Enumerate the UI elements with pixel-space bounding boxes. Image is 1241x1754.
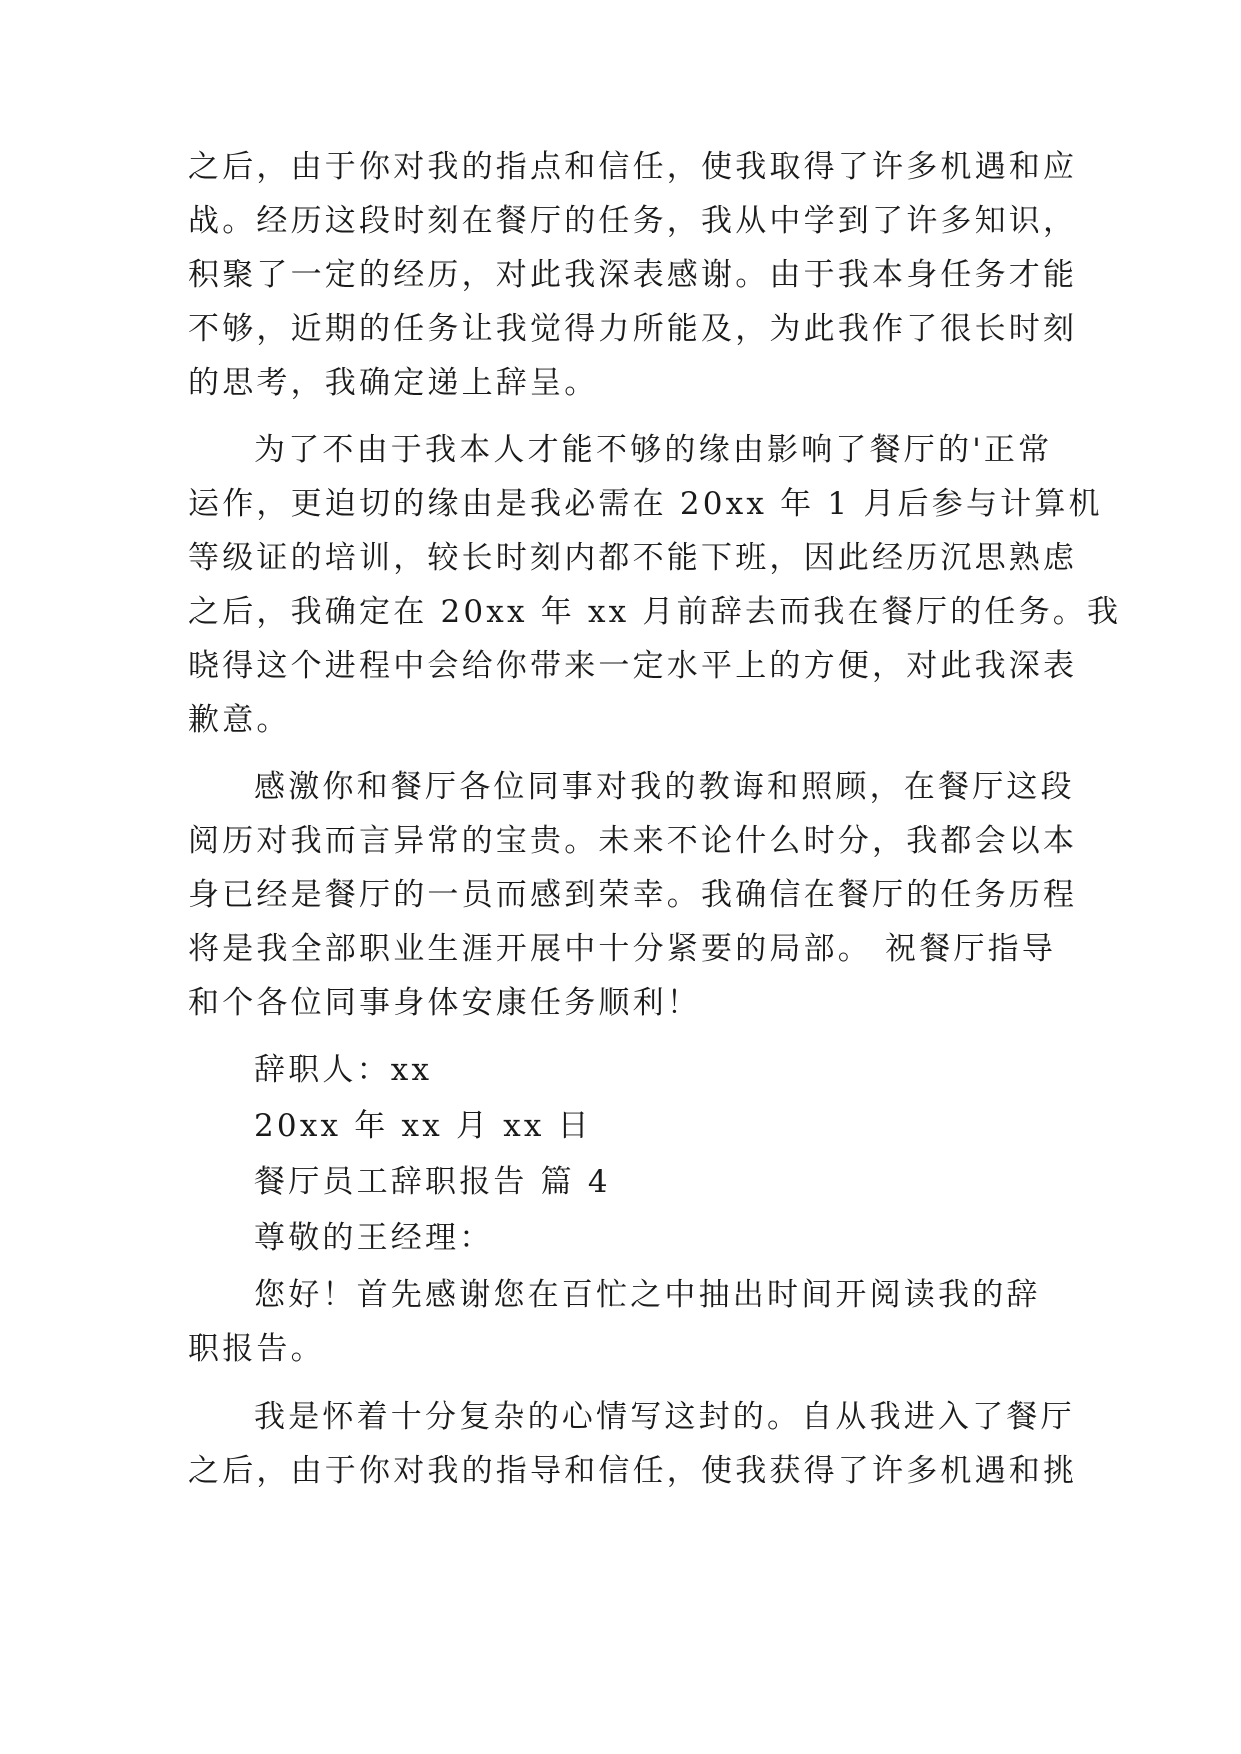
text-line: 的思考，我确定递上辞呈。 bbox=[188, 365, 599, 401]
text-line: 将是我全部职业生涯开展中十分紧要的局部。 祝餐厅指导 bbox=[188, 931, 1057, 967]
text-line: 歉意。 bbox=[188, 702, 291, 738]
text-line: 身已经是餐厅的一员而感到荣幸。我确信在餐厅的任务历程 bbox=[188, 877, 1078, 913]
text-line: 之后，由于你对我的指导和信任，使我获得了许多机遇和挑 bbox=[188, 1453, 1078, 1489]
text-line: 积聚了一定的经历，对此我深表感谢。由于我本身任务才能 bbox=[188, 257, 1078, 293]
text-line: 战。经历这段时刻在餐厅的任务，我从中学到了许多知识， bbox=[188, 203, 1078, 239]
text-line: 感激你和餐厅各位同事对我的教诲和照顾，在餐厅这段 bbox=[254, 769, 1075, 805]
text-line: 我是怀着十分复杂的心情写这封的。自从我进入了餐厅 bbox=[254, 1399, 1075, 1435]
text-line: 和个各位同事身体安康任务顺利！ bbox=[188, 985, 701, 1021]
text-line: 您好！首先感谢您在百忙之中抽出时间开阅读我的辞 bbox=[254, 1277, 1041, 1313]
signature-date: 20xx 年 xx 月 xx 日 bbox=[254, 1108, 592, 1144]
text-line: 晓得这个进程中会给你带来一定水平上的方便，对此我深表 bbox=[188, 648, 1078, 684]
text-line: 不够，近期的任务让我觉得力所能及，为此我作了很长时刻 bbox=[188, 311, 1078, 347]
signature-name: 辞职人：xx bbox=[254, 1052, 433, 1088]
text-line: 之后，我确定在 20xx 年 xx 月前辞去而我在餐厅的任务。我 bbox=[188, 594, 1122, 630]
text-line: 等级证的培训，较长时刻内都不能下班，因此经历沉思熟虑 bbox=[188, 540, 1078, 576]
text-line: 阅历对我而言异常的宝贵。未来不论什么时分，我都会以本 bbox=[188, 823, 1078, 859]
salutation: 尊敬的王经理： bbox=[254, 1220, 494, 1256]
text-line: 职报告。 bbox=[188, 1331, 325, 1367]
text-line: 之后，由于你对我的指点和信任，使我取得了许多机遇和应 bbox=[188, 149, 1078, 185]
text-line: 运作，更迫切的缘由是我必需在 20xx 年 1 月后参与计算机 bbox=[188, 486, 1103, 522]
text-line: 为了不由于我本人才能不够的缘由影响了餐厅的'正常 bbox=[254, 432, 1053, 468]
section-heading: 餐厅员工辞职报告 篇 4 bbox=[254, 1164, 611, 1200]
